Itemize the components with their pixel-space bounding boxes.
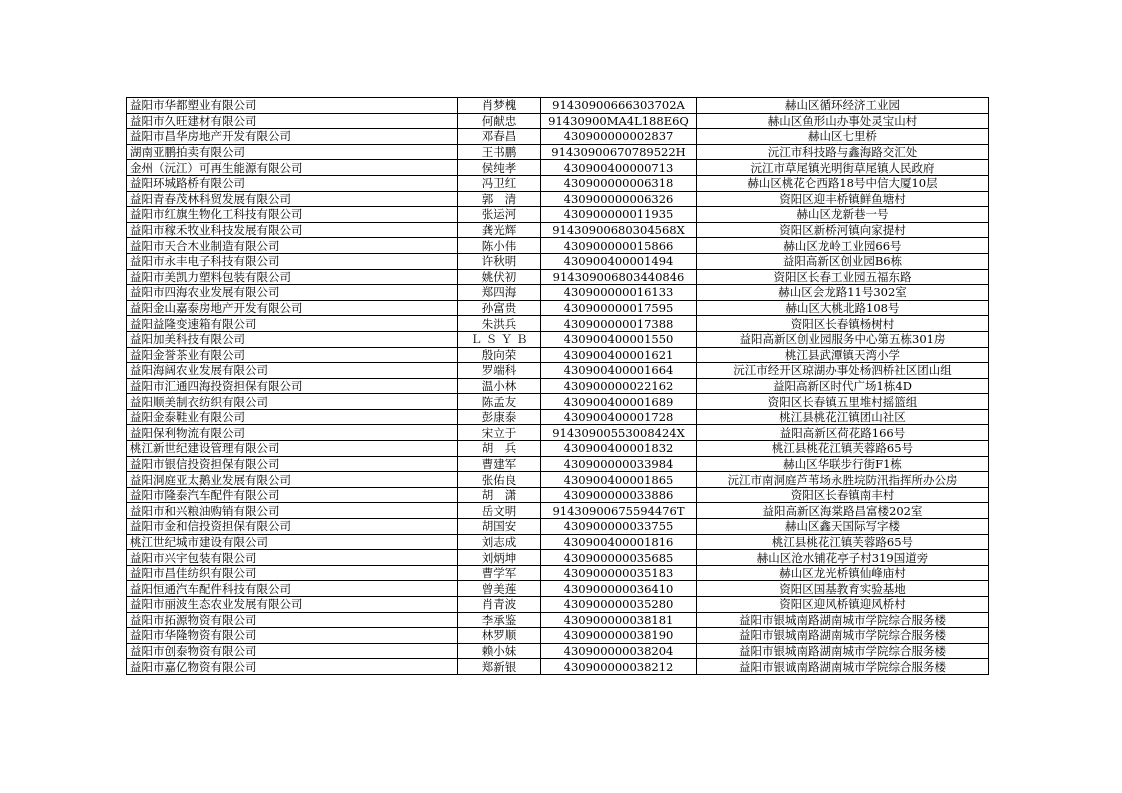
company-name-cell: 益阳金泰鞋业有限公司 [127, 409, 458, 425]
legal-representative-cell: 陈孟友 [458, 394, 541, 410]
address-cell: 桃江县桃花江镇芙蓉路65号 [697, 441, 989, 457]
table-row [127, 269, 989, 285]
legal-representative-cell: 郭 清 [458, 191, 541, 207]
company-name-cell: 益阳益隆变速箱有限公司 [127, 316, 458, 332]
registration-code-cell: 430900000015866 [541, 238, 697, 254]
registration-code-cell: 430900400001689 [541, 394, 697, 410]
address-cell: 赫山区沧水铺花亭子村319国道旁 [697, 550, 989, 566]
address-cell: 赫山区鑫天国际写字楼 [697, 519, 989, 535]
registration-code-cell: 430900000038181 [541, 612, 697, 628]
address-cell: 资阳区长春镇南丰村 [697, 487, 989, 503]
registration-code-cell: 430900400001664 [541, 363, 697, 379]
table-row [127, 160, 989, 176]
company-registry-table [126, 97, 989, 675]
company-name-cell: 益阳保利物流有限公司 [127, 425, 458, 441]
legal-representative-cell: 刘志成 [458, 534, 541, 550]
company-name-cell: 益阳加美科技有限公司 [127, 331, 458, 347]
address-cell: 赫山区七里桥 [697, 129, 989, 145]
address-cell: 益阳市银城南路湖南城市学院综合服务楼 [697, 643, 989, 659]
company-name-cell: 益阳市昌佳纺织有限公司 [127, 565, 458, 581]
legal-representative-cell: 孙富贵 [458, 300, 541, 316]
table-row [127, 300, 989, 316]
company-name-cell: 益阳市昌华房地产开发有限公司 [127, 129, 458, 145]
registration-code-cell: 91430900670789522H [541, 144, 697, 160]
address-cell: 资阳区迎风桥镇迎风桥村 [697, 597, 989, 613]
registration-code-cell: 430900400001816 [541, 534, 697, 550]
table-row [127, 581, 989, 597]
company-name-cell: 益阳市嘉亿物资有限公司 [127, 659, 458, 675]
company-name-cell: 益阳市天合木业制造有限公司 [127, 238, 458, 254]
legal-representative-cell: 姚伏初 [458, 269, 541, 285]
address-cell: 赫山区华联步行街F1栋 [697, 456, 989, 472]
legal-representative-cell: 郑新银 [458, 659, 541, 675]
registration-code-cell: 430900000038190 [541, 628, 697, 644]
legal-representative-cell: 冯卫红 [458, 175, 541, 191]
company-name-cell: 桃江新世纪建设管理有限公司 [127, 441, 458, 457]
legal-representative-cell: 许秋明 [458, 253, 541, 269]
legal-representative-cell: 陈小伟 [458, 238, 541, 254]
table-row [127, 285, 989, 301]
registration-code-cell: 430900400001550 [541, 331, 697, 347]
registration-code-cell: 430900000033984 [541, 456, 697, 472]
registration-code-cell: 91430900553008424X [541, 425, 697, 441]
company-name-cell: 益阳市稼禾牧业科技发展有限公司 [127, 222, 458, 238]
address-cell: 益阳高新区时代广场1栋4D [697, 378, 989, 394]
table-row [127, 207, 989, 223]
table-row [127, 456, 989, 472]
address-cell: 赫山区龙光桥镇仙峰庙村 [697, 565, 989, 581]
registration-code-cell: 430900000022162 [541, 378, 697, 394]
address-cell: 沅江市草尾镇光明街草尾镇人民政府 [697, 160, 989, 176]
address-cell: 资阳区长春工业园五福东路 [697, 269, 989, 285]
address-cell: 沅江市科技路与鑫海路交汇处 [697, 144, 989, 160]
table-row [127, 550, 989, 566]
legal-representative-cell: 朱洪兵 [458, 316, 541, 332]
registration-code-cell: 430900000038212 [541, 659, 697, 675]
company-name-cell: 益阳市华隆物资有限公司 [127, 628, 458, 644]
table-row [127, 519, 989, 535]
company-name-cell: 益阳市兴宇包装有限公司 [127, 550, 458, 566]
table-row [127, 425, 989, 441]
registration-code-cell: 430900400001832 [541, 441, 697, 457]
legal-representative-cell: 王书鹏 [458, 144, 541, 160]
company-name-cell: 桃江世纪城市建设有限公司 [127, 534, 458, 550]
company-name-cell: 益阳市拓源物资有限公司 [127, 612, 458, 628]
company-name-cell: 益阳市汇通四海投资担保有限公司 [127, 378, 458, 394]
company-name-cell: 益阳恒通汽车配件科技有限公司 [127, 581, 458, 597]
table-row [127, 144, 989, 160]
legal-representative-cell: 李承鉴 [458, 612, 541, 628]
legal-representative-cell: 肖梦槐 [458, 98, 541, 114]
company-name-cell: 益阳市美凯力塑料包装有限公司 [127, 269, 458, 285]
legal-representative-cell: 龚光辉 [458, 222, 541, 238]
legal-representative-cell: 岳文明 [458, 503, 541, 519]
company-name-cell: 益阳市红旗生物化工科技有限公司 [127, 207, 458, 223]
table-row [127, 347, 989, 363]
address-cell: 桃江县桃花江镇芙蓉路65号 [697, 534, 989, 550]
company-name-cell: 益阳海阔农业发展有限公司 [127, 363, 458, 379]
registration-code-cell: 430900000035183 [541, 565, 697, 581]
legal-representative-cell: 邓春昌 [458, 129, 541, 145]
address-cell: 赫山区龙岭工业园66号 [697, 238, 989, 254]
registration-code-cell: 430900000033755 [541, 519, 697, 535]
address-cell: 益阳高新区创业园服务中心第五栋301房 [697, 331, 989, 347]
registration-code-cell: 430900400001621 [541, 347, 697, 363]
registration-code-cell: 430900000011935 [541, 207, 697, 223]
legal-representative-cell: 曾美莲 [458, 581, 541, 597]
legal-representative-cell: 曹建军 [458, 456, 541, 472]
table-row [127, 643, 989, 659]
address-cell: 益阳高新区海棠路昌富楼202室 [697, 503, 989, 519]
table-row [127, 113, 989, 129]
company-name-cell: 金州（沅江）可再生能源有限公司 [127, 160, 458, 176]
table-row [127, 534, 989, 550]
legal-representative-cell: 赖小妹 [458, 643, 541, 659]
legal-representative-cell: 张佑良 [458, 472, 541, 488]
registration-code-cell: 430900000033886 [541, 487, 697, 503]
table-row [127, 487, 989, 503]
table-row [127, 222, 989, 238]
company-name-cell: 益阳市创泰物资有限公司 [127, 643, 458, 659]
company-name-cell: 益阳市丽波生态农业发展有限公司 [127, 597, 458, 613]
company-name-cell: 益阳青春茂林科贸发展有限公司 [127, 191, 458, 207]
registration-code-cell: 91430900675594476T [541, 503, 697, 519]
address-cell: 资阳区长春镇杨树村 [697, 316, 989, 332]
company-name-cell: 益阳市银信投资担保有限公司 [127, 456, 458, 472]
table-row [127, 98, 989, 114]
company-name-cell: 益阳市永丰电子科技有限公司 [127, 253, 458, 269]
registration-code-cell: 430900400001494 [541, 253, 697, 269]
company-name-cell: 益阳金山嘉泰房地产开发有限公司 [127, 300, 458, 316]
legal-representative-cell: 林罗顺 [458, 628, 541, 644]
address-cell: 赫山区循环经济工业园 [697, 98, 989, 114]
registration-code-cell: 430900400000713 [541, 160, 697, 176]
address-cell: 资阳区新桥河镇向家提村 [697, 222, 989, 238]
address-cell: 桃江县桃花江镇团山社区 [697, 409, 989, 425]
legal-representative-cell: 胡国安 [458, 519, 541, 535]
table-row [127, 253, 989, 269]
legal-representative-cell: 彭康泰 [458, 409, 541, 425]
table-row [127, 175, 989, 191]
legal-representative-cell: 罗端科 [458, 363, 541, 379]
table-row [127, 238, 989, 254]
registration-code-cell: 430900400001865 [541, 472, 697, 488]
legal-representative-cell: 胡 潇 [458, 487, 541, 503]
company-name-cell: 益阳市隆泰汽车配件有限公司 [127, 487, 458, 503]
address-cell: 益阳市银城南路湖南城市学院综合服务楼 [697, 628, 989, 644]
legal-representative-cell: 温小林 [458, 378, 541, 394]
address-cell: 益阳高新区荷花路166号 [697, 425, 989, 441]
table-row [127, 331, 989, 347]
table-row [127, 597, 989, 613]
legal-representative-cell: 郑四海 [458, 285, 541, 301]
table-row [127, 378, 989, 394]
table-row [127, 628, 989, 644]
address-cell: 沅江市南洞庭芦苇场永胜垸防汛指挥所办公房 [697, 472, 989, 488]
company-name-cell: 益阳市和兴粮油购销有限公司 [127, 503, 458, 519]
legal-representative-cell: Ｌ Ｓ Ｙ Ｂ [458, 331, 541, 347]
company-name-cell: 益阳市金和信投资担保有限公司 [127, 519, 458, 535]
address-cell: 赫山区鱼形山办事处灵宝山村 [697, 113, 989, 129]
legal-representative-cell: 张运河 [458, 207, 541, 223]
address-cell: 沅江市经开区琼湖办事处杨泗桥社区团山组 [697, 363, 989, 379]
company-name-cell: 益阳顺美制衣纺织有限公司 [127, 394, 458, 410]
registration-code-cell: 430900400001728 [541, 409, 697, 425]
table-row [127, 612, 989, 628]
legal-representative-cell: 曹学军 [458, 565, 541, 581]
table-row [127, 659, 989, 675]
table-row [127, 191, 989, 207]
registration-code-cell: 430900000016133 [541, 285, 697, 301]
registration-code-cell: 91430900666303702A [541, 98, 697, 114]
legal-representative-cell: 何献忠 [458, 113, 541, 129]
company-name-cell: 益阳市四海农业发展有限公司 [127, 285, 458, 301]
table-row [127, 316, 989, 332]
legal-representative-cell: 胡 兵 [458, 441, 541, 457]
table-row [127, 565, 989, 581]
registration-code-cell: 91430900MA4L188E6Q [541, 113, 697, 129]
legal-representative-cell: 殷向荣 [458, 347, 541, 363]
legal-representative-cell: 肖青波 [458, 597, 541, 613]
company-name-cell: 益阳洞庭亚太鹅业发展有限公司 [127, 472, 458, 488]
registration-code-cell: 91430900680304568X [541, 222, 697, 238]
address-cell: 资阳区国基教育实验基地 [697, 581, 989, 597]
legal-representative-cell: 侯纯孝 [458, 160, 541, 176]
address-cell: 赫山区桃花仑西路18号中信大厦10层 [697, 175, 989, 191]
registration-code-cell: 430900000035280 [541, 597, 697, 613]
company-name-cell: 益阳市华都塑业有限公司 [127, 98, 458, 114]
table-row [127, 394, 989, 410]
address-cell: 益阳市银诚南路湖南城市学院综合服务楼 [697, 659, 989, 675]
company-name-cell: 湖南亚鹏拍卖有限公司 [127, 144, 458, 160]
company-name-cell: 益阳市久旺建材有限公司 [127, 113, 458, 129]
legal-representative-cell: 刘炳坤 [458, 550, 541, 566]
address-cell: 赫山区会龙路11号302室 [697, 285, 989, 301]
registration-code-cell: 430900000017595 [541, 300, 697, 316]
table-row [127, 409, 989, 425]
address-cell: 赫山区大桃北路108号 [697, 300, 989, 316]
registration-code-cell: 430900000038204 [541, 643, 697, 659]
table-body [127, 98, 989, 675]
table-row [127, 129, 989, 145]
company-name-cell: 益阳金誉茶业有限公司 [127, 347, 458, 363]
table-row [127, 441, 989, 457]
table-row [127, 503, 989, 519]
address-cell: 桃江县武潭镇天湾小学 [697, 347, 989, 363]
registration-code-cell: 430900000002837 [541, 129, 697, 145]
company-name-cell: 益阳环城路桥有限公司 [127, 175, 458, 191]
address-cell: 益阳高新区创业园B6栋 [697, 253, 989, 269]
address-cell: 资阳区迎丰桥镇鲜鱼塘村 [697, 191, 989, 207]
registration-code-cell: 430900000035685 [541, 550, 697, 566]
table-row [127, 363, 989, 379]
legal-representative-cell: 宋立于 [458, 425, 541, 441]
address-cell: 资阳区长春镇五里堆村摇篮组 [697, 394, 989, 410]
registration-code-cell: 430900000006318 [541, 175, 697, 191]
registration-code-cell: 430900000017388 [541, 316, 697, 332]
address-cell: 益阳市银城南路湖南城市学院综合服务楼 [697, 612, 989, 628]
table-row [127, 472, 989, 488]
address-cell: 赫山区龙新巷一号 [697, 207, 989, 223]
registration-code-cell: 430900000036410 [541, 581, 697, 597]
registration-code-cell: 914309006803440846 [541, 269, 697, 285]
registration-code-cell: 430900000006326 [541, 191, 697, 207]
